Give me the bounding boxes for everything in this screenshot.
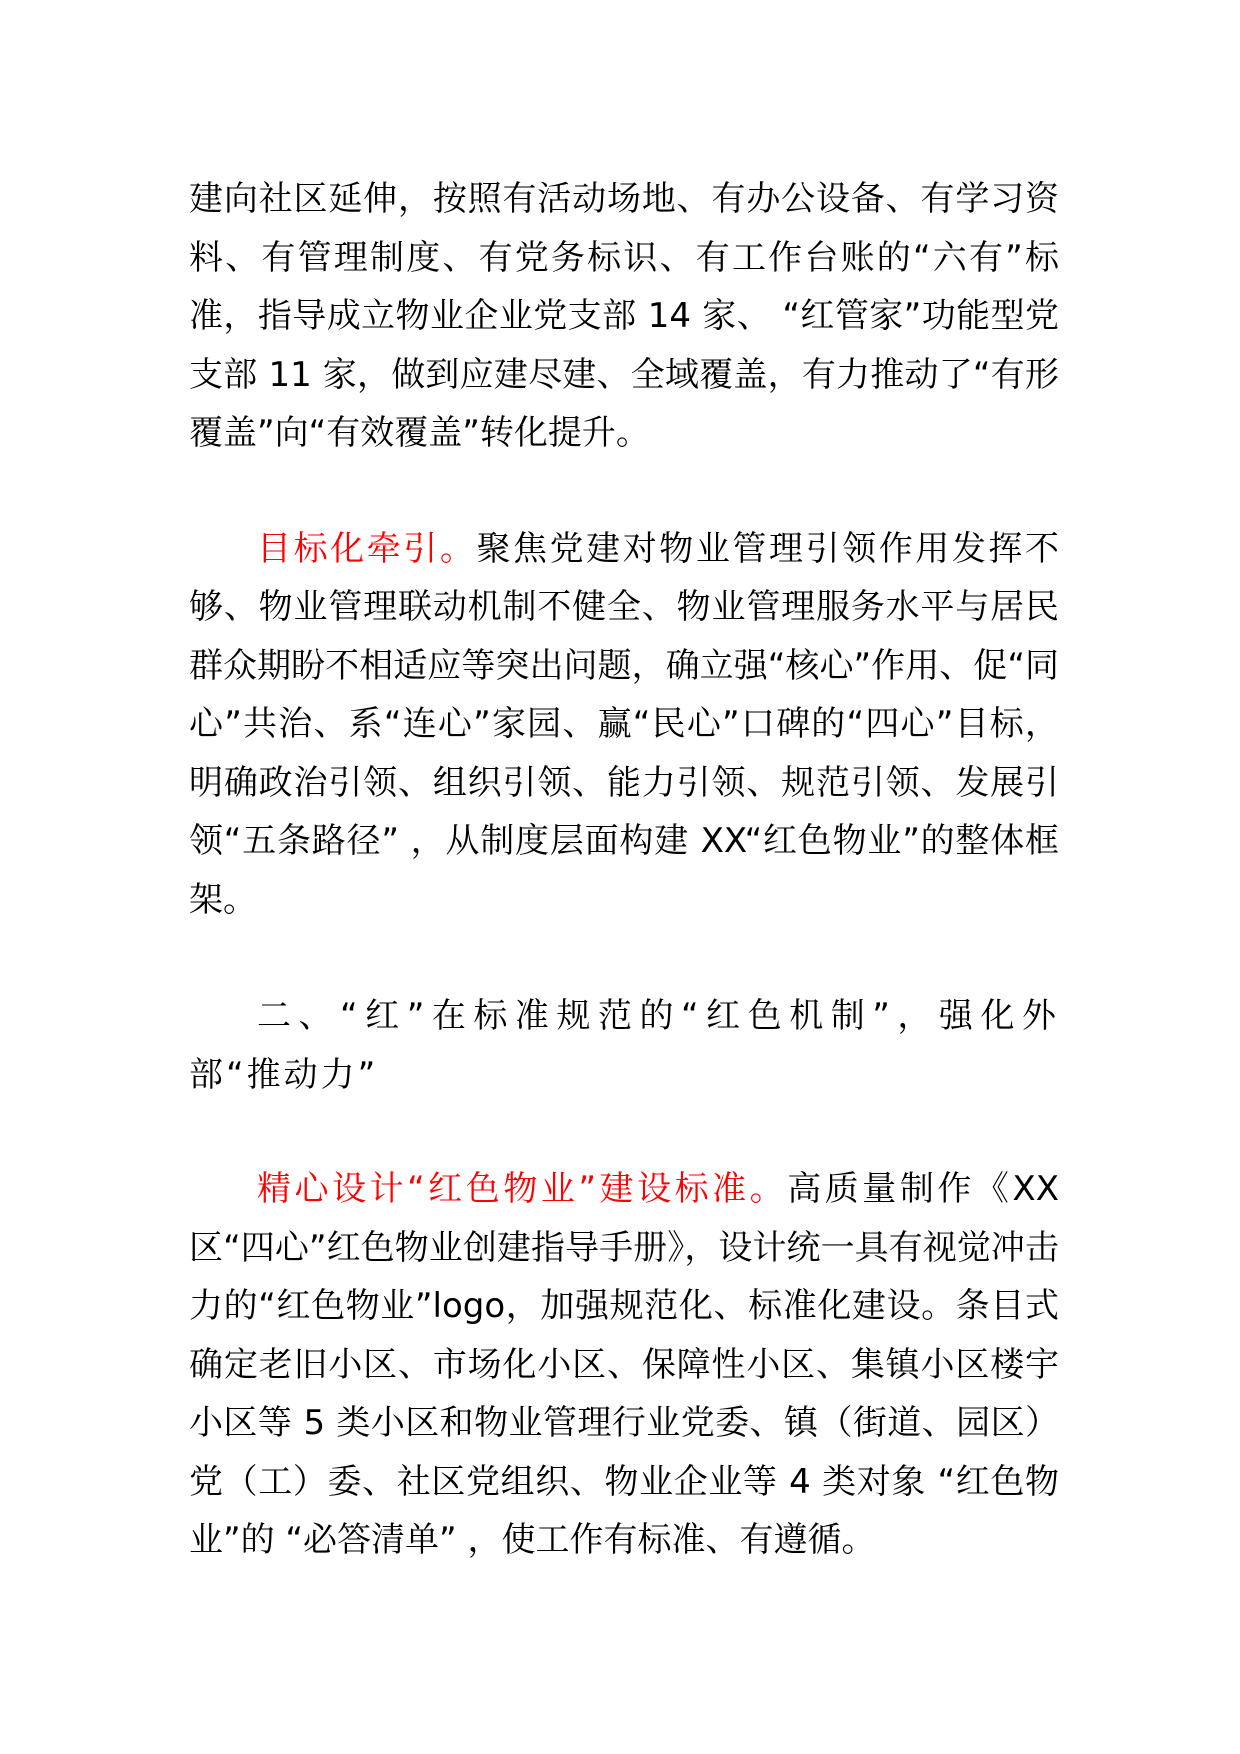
paragraph-lead-heading: 目标化牵引。 (257, 528, 477, 569)
section-heading (189, 987, 1059, 1104)
paragraph-target-guidance (189, 520, 1059, 930)
paragraph-lead-heading: 精心设计“红色物业”建设标准。 (257, 1169, 788, 1209)
paragraph-standard-design (189, 1160, 1059, 1570)
document-page (189, 170, 1059, 1570)
paragraph-body: 建向社区延伸，按照有活动场地、有办公设备、有学习资料、有管理制度、有党务标识、有工作台账的“六有”标准，指导成立物业企业党支部 14 家、 “红管家”功能型党支部 11 家，做到应建尽建、全域覆盖，有力推动了“有形覆盖”向“有效覆盖”转化提升。 (189, 179, 1059, 453)
paragraph-body: 高质量制作《XX 区“四心”红色物业创建指导手册》，设计统一具有视觉冲击力的“红色物业”logo，加强规范化、标准化建设。条目式确定老旧小区、市场化小区、保障性小区、集镇小区楼宇小区等 5 类小区和物业管理行业党委、镇（街道、园区）党（工）委、社区党组织、物业企业等 4 类对象 “红色物业”的 “必答清单” ，使工作有标准、有遵循。 (189, 1169, 1059, 1560)
section-heading-text: 二、“红”在标准规范的“红色机制”，强化外部“推动力” (189, 996, 1059, 1095)
paragraph-body: 聚焦党建对物业管理引领作用发挥不够、物业管理联动机制不健全、物业管理服务水平与居民群众期盼不相适应等突出问题，确立强“核心”作用、促“同心”共治、系“连心”家园、赢“民心”口碑的“四心”目标，明确政治引领、组织引领、能力引领、规范引领、发展引领“五条路径” ，从制度层面构建 XX“红色物业”的整体框架。 (189, 528, 1060, 920)
paragraph-continuation (189, 170, 1059, 463)
